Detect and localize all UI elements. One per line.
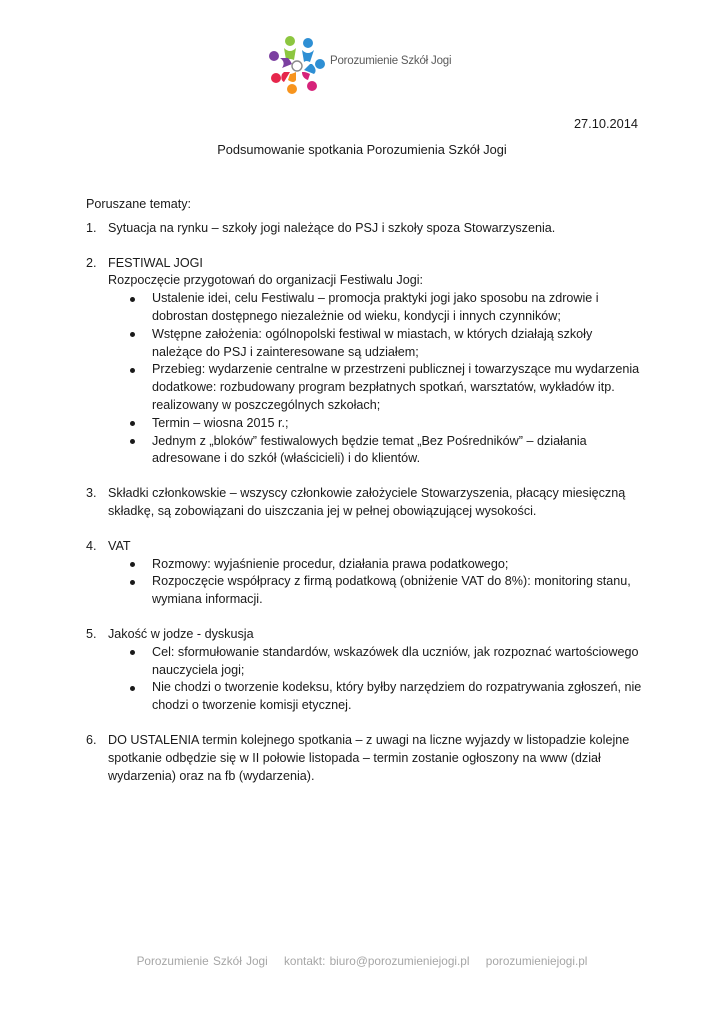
topic-item-5 — [86, 626, 646, 715]
topic-item-3 — [86, 485, 646, 521]
bullet-item: Rozmowy: wyjaśnienie procedur, działania prawa podatkowego; — [152, 556, 646, 574]
topic-bullets — [108, 290, 646, 468]
topic-text: DO USTALENIA termin kolejnego spotkania – z uwagi na liczne wyjazdy w listopadzie kolejne spotkanie odbędzie się w II połowie listopada – termin zostanie ogłoszony na www (dział wydarzenia) oraz na fb (wydarzenia). — [108, 732, 630, 783]
footer-website[interactable]: porozumieniejogi.pl — [485, 954, 588, 968]
bullet-item: Wstępne założenia: ogólnopolski festiwal w miastach, w których działają szkoły należące do PSJ i zainteresowane są udziałem; — [152, 326, 646, 362]
topic-item-1 — [86, 220, 646, 238]
topics-label: Poruszane tematy: — [86, 197, 191, 211]
bullet-item: Ustalenie idei, celu Festiwalu – promocja praktyki jogi jako sposobu na zdrowie i dobrostan dostępnego niezależnie od wieku, kondycji i innych czynników; — [152, 290, 646, 326]
topic-bullets — [108, 556, 646, 609]
topic-number: 2. — [86, 255, 97, 270]
document-title: Podsumowanie spotkania Porozumienia Szkół Jogi — [217, 142, 507, 157]
document-date: 27.10.2014 — [573, 116, 638, 131]
footer-org: Porozumienie Szkół Jogi — [136, 954, 268, 968]
topic-number: 3. — [86, 486, 97, 501]
page-footer — [0, 954, 724, 968]
logo-figures-icon — [266, 34, 328, 98]
topic-item-4 — [86, 538, 646, 609]
topic-subtext: Rozpoczęcie przygotowań do organizacji Festiwalu Jogi: — [108, 273, 424, 288]
footer-contact[interactable]: kontakt: biuro@porozumieniejogi.pl — [284, 954, 470, 968]
topic-item-6 — [86, 732, 646, 785]
topic-text: Sytuacja na rynku – szkoły jogi należące do PSJ i szkoły spoza Stowarzyszenia. — [108, 220, 556, 235]
bullet-item: Nie chodzi o tworzenie kodeksu, który byłby narzędziem do rozpatrywania zgłoszeń, nie chodzi o tworzenie komisji etycznej. — [152, 679, 646, 715]
bullet-item: Jednym z „bloków” festiwalowych będzie temat „Bez Pośredników” – działania adresowane i do szkół (właścicieli) i do klientów. — [152, 433, 646, 469]
bullet-item: Cel: sformułowanie standardów, wskazówek dla uczniów, jak rozpoznać wartościowego nauczyciela jogi; — [152, 644, 646, 680]
topic-text: Jakość w jodze - dyskusja — [108, 626, 254, 641]
topic-number: 1. — [86, 220, 97, 235]
topic-number: 6. — [86, 732, 97, 747]
topic-item-2 — [86, 255, 646, 469]
bullet-item: Rozpoczęcie współpracy z firmą podatkową (obniżenie VAT do 8%): monitoring stanu, wymiana informacji. — [152, 573, 646, 609]
topic-number: 4. — [86, 538, 97, 553]
document-body — [86, 196, 646, 802]
bullet-item: Termin – wiosna 2015 r.; — [152, 415, 646, 433]
topic-text: VAT — [108, 538, 131, 553]
topic-number: 5. — [86, 626, 97, 641]
topic-bullets — [108, 644, 646, 715]
logo-text: Porozumienie Szkół Jogi — [330, 55, 452, 67]
topic-text: Składki członkowskie – wszyscy członkowie założyciele Stowarzyszenia, płacący miesięczną składkę, są zobowiązani do uiszczania jej w pełnej obowiązującej wysokości. — [108, 486, 626, 518]
logo — [266, 34, 462, 98]
bullet-item: Przebieg: wydarzenie centralne w przestrzeni publicznej i towarzyszące mu wydarzenia dodatkowe: rozbudowany program bezpłatnych spotkań, warsztatów, wykładów itp. realizowany w poszczególnych szkołach; — [152, 361, 646, 414]
topics-list — [86, 220, 646, 786]
topic-text: FESTIWAL JOGI — [108, 255, 203, 270]
